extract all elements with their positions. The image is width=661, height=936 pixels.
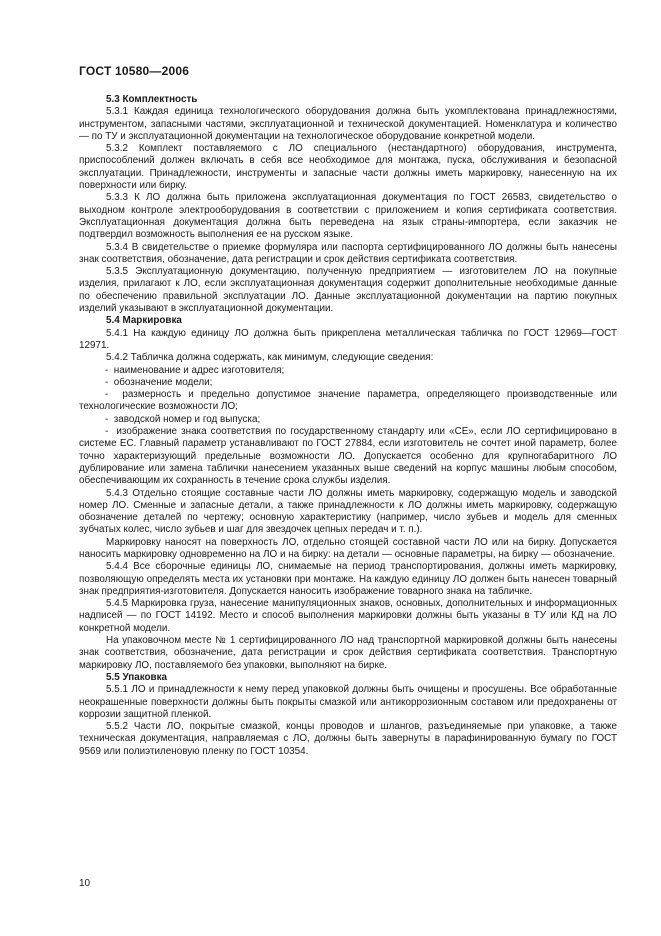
document-header: ГОСТ 10580—2006 [79,64,190,78]
paragraph: 5.4.2 Табличка должна содержать, как минимум, следующие сведения: [106,352,434,364]
list-item: - наименование и адрес изготовителя; [79,365,617,377]
paragraph: 5.4.3 Отдельно стоящие составные части ЛО должны иметь маркировку, содержащую модель и заводской номер ЛО. Сменные и запасные детали, а также принадлежности к ЛО должны иметь маркировку, содержащую обозначение деталей по чертежу; основную характеристику (например, число зубьев и модель для сменных зубчатых колес, число зубьев и шаг для звездочек цепных передач и т. п.). [79,487,617,536]
paragraph: 5.5.2 Части ЛО, покрытые смазкой, концы проводов и шлангов, разъединяемые при упаковке, а также техническая документация, направляемая с ЛО, должны быть завернуты в парафинированную бумагу по ГОСТ 9569 или полиэтиленовую пленку по ГОСТ 10354. [79,721,617,757]
paragraph: Маркировку наносят на поверхность ЛО, отдельно стоящей составной части ЛО или на бирку. Допускается наносить маркировку одновременно на ЛО и на бирку: на детали — основные параметры, на бирку — обозначение. [79,536,617,560]
paragraph: На упаковочном месте № 1 сертифицированного ЛО над транспортной маркировкой должны быть нанесены знак соответствия, обозначение, дата регистрации и срок действия сертификата соответствия. Транспортную маркировку ЛО, поставляемого без упаковки, выполняют на бирке. [79,635,617,671]
section-heading: 5.4 Маркировка [106,315,182,327]
paragraph: 5.5.1 ЛО и принадлежности к нему перед упаковкой должны быть очищены и просушены. Все обработанные неокрашенные поверхности должны быть покрыты смазкой или антикоррозионным составом или предохранены от коррозии защитной пленкой. [79,684,617,720]
list-item: - заводской номер и год выпуска; [79,414,617,426]
section-heading: 5.5 Упаковка [106,671,168,683]
paragraph: 5.3.4 В свидетельстве о приемке формуляра или паспорта сертифицированного ЛО должны быть нанесены знак соответствия, обозначение, дата регистрации и срок действия сертификата соответствия. [79,241,617,265]
list-item: - изображение знака соответствия по государственному стандарту или «СЕ», если ЛО сертифицировано в системе ЕС. Главный параметр устанавливают по ГОСТ 27884, если изготовитель не сочтет иной параметр, более точно характеризующий предельные возможности ЛО. Допускается особенно для крупногабаритного ЛО дублирование или замена таблички нанесением указанных выше сведений на корпус машины любым способом, обеспечивающим их сохранность в течение срока службы изделия. [79,426,617,487]
paragraph: 5.3.3 К ЛО должна быть приложена эксплуатационная документация по ГОСТ 26583, свидетельство о выходном контроле электрооборудования в соответствии с приложением и копия сертификата соответствия. Эксплуатационная документация должна быть переведена на язык страны-импортера, если заказчик не подтвердил возможность выполнения ее на русском языке. [79,192,617,241]
paragraph: 5.4.5 Маркировка груза, нанесение манипуляционных знаков, основных, дополнительных и информационных надписей — по ГОСТ 14192. Место и способ выполнения маркировки должны быть указаны в ТУ или КД на ЛО конкретной модели. [79,598,617,634]
section-heading: 5.3 Комплектность [106,94,198,105]
paragraph: 5.3.1 Каждая единица технологического оборудования должна быть укомплектована принадлежностями, инструментом, запасными частями, эксплуатационной и технической документацией. Номенклатура и количество — по ТУ и эксплуатационной документации на технологическое оборудование конкретной модели. [79,106,617,142]
paragraph: 5.4.4 Все сборочные единицы ЛО, снимаемые на период транспортирования, должны иметь маркировку, позволяющую определять места их установки при монтаже. На каждую единицу ЛО должен быть нанесен товарный знак предприятия-изготовителя. Допускается наносить изображение товарного знака на табличке. [79,561,617,597]
paragraph: 5.3.2 Комплект поставляемого с ЛО специального (нестандартного) оборудования, инструмента, приспособлений должен включать в себя все необходимое для монтажа, пуска, обслуживания и безопасной эксплуатации. Принадлежности, инструменты и запасные части должны иметь маркировку, нанесенную на их поверхности или бирку. [79,143,617,192]
page-number: 10 [79,878,91,889]
document-body [79,94,617,758]
paragraph: 5.3.5 Эксплуатационную документацию, полученную предприятием — изготовителем ЛО на покупные изделия, прилагают к ЛО, если эксплуатационная документация содержит дополнительные необходимые данные по обеспечению правильной эксплуатации ЛО. Данные эксплуатационной документации на партию покупных изделий указывают в эксплуатационной документации. [79,266,617,315]
list-item: - обозначение модели; [79,377,617,389]
list-item: - размерность и предельно допустимое значение параметра, определяющего производственные или технологические возможности ЛО; [79,389,617,414]
paragraph: 5.4.1 На каждую единицу ЛО должна быть прикреплена металлическая табличка по ГОСТ 12969—ГОСТ 12971. [79,327,617,351]
